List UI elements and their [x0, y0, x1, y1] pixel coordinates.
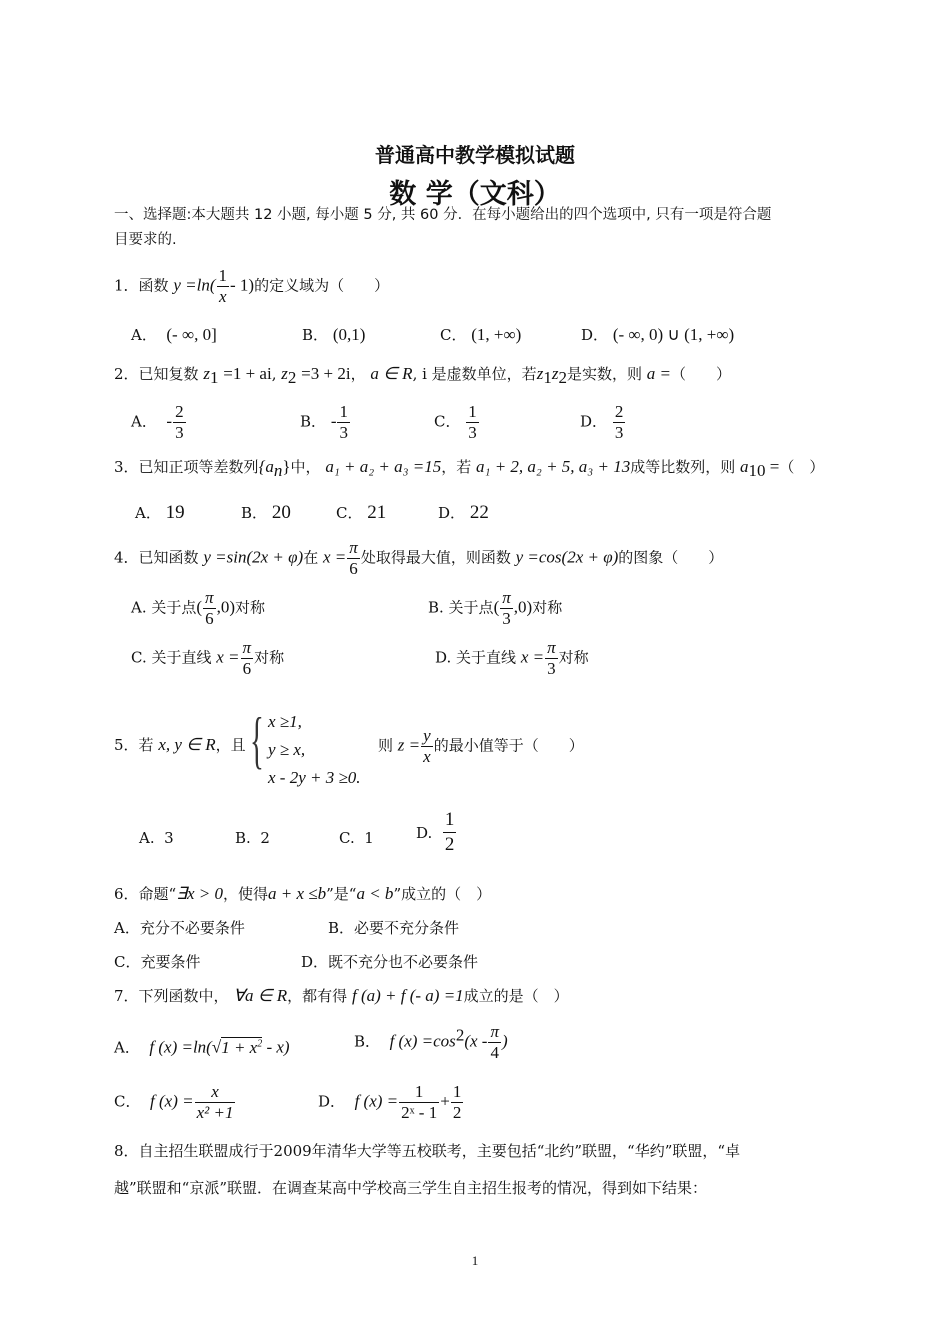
- q7-text-pre: 下列函数中，: [138, 987, 229, 1005]
- q6-option-b: B．必要不充分条件: [328, 919, 460, 937]
- q7-c-den: x² +1: [196, 1103, 234, 1122]
- q2-sep1: ,: [271, 365, 277, 383]
- q5-option-d: [416, 808, 457, 857]
- q4-option-d: [435, 638, 589, 679]
- q4-a-post: ,0): [216, 597, 235, 617]
- q2-a-label: A．: [131, 412, 157, 431]
- q4-pi-den: 6: [349, 559, 358, 578]
- q3-seq-sub: n: [273, 461, 283, 480]
- q4-c-eq: x =: [216, 647, 240, 667]
- q1-number: 1．: [114, 276, 139, 295]
- q2-b-frac: [337, 402, 350, 443]
- q5-a-label: A.: [139, 829, 155, 847]
- question-1: [114, 266, 389, 307]
- q4-a-num: π: [205, 588, 214, 607]
- q7-d-den2: 2: [452, 1103, 462, 1122]
- q2-a-eq: a =: [646, 364, 671, 383]
- q5-option-c: [339, 828, 374, 848]
- q3-text-post: 成等比数列，则: [630, 458, 736, 476]
- q7-b-label: B．: [354, 1032, 381, 1051]
- q5-d-den: 2: [444, 834, 455, 855]
- q7-d-den: 2ˣ - 1: [401, 1103, 438, 1122]
- q1-option-b: [302, 325, 365, 345]
- q7-d-num: 1: [399, 1082, 439, 1103]
- q3-a-label: A．: [135, 504, 161, 522]
- q6-option-c: C．充要条件: [114, 953, 201, 971]
- q4-pi-frac: [347, 538, 360, 579]
- q2-text-pre: 已知复数: [138, 365, 199, 383]
- page-title: 普通高中教学模拟试题: [375, 143, 575, 167]
- q1-d-label: D．: [581, 326, 609, 344]
- q7-d-plus: +: [440, 1091, 450, 1111]
- q4-b-label: B. 关于点: [428, 598, 494, 617]
- q3-a-value: 19: [165, 502, 185, 523]
- q4-c-num: π: [242, 638, 252, 657]
- q3-option-d: [438, 503, 489, 523]
- q4-a-pre: (: [196, 597, 203, 617]
- q2-d-frac: [613, 402, 626, 443]
- q5-b-value: 2: [260, 829, 270, 847]
- q4-a-tail: 对称: [235, 598, 266, 617]
- q2-prod-z2: z: [551, 364, 559, 383]
- q3-a10: a: [740, 457, 749, 476]
- q6-option-d: D．既不充分也不必要条件: [301, 953, 479, 971]
- q6-ineq2: a < b: [356, 884, 394, 903]
- q2-z2-value: =3 + 2i: [301, 364, 351, 383]
- q5-tail: [378, 726, 584, 767]
- q7-a-sup: 2: [257, 1038, 263, 1049]
- q2-prod-sub2: 2: [558, 368, 567, 387]
- q2-c-den: 3: [468, 423, 477, 442]
- q4-b-post: ,0): [513, 597, 533, 617]
- q3-option-b: [241, 503, 291, 523]
- q2-b-label: B．: [300, 412, 327, 431]
- q2-a-num: 2: [175, 402, 184, 421]
- q7-option-b: [354, 1022, 508, 1063]
- q1-c-label: C．: [440, 326, 467, 344]
- q1-text-post: 的定义域为（ ）: [254, 276, 390, 295]
- q7-a-pre: f (x) =ln(: [149, 1037, 212, 1057]
- q3-a10-sub: 10: [748, 461, 766, 480]
- q4-d-num: π: [547, 638, 556, 657]
- q3-a10-eq: =: [765, 457, 780, 476]
- q4-text-pre: 已知函数: [138, 548, 199, 567]
- q4-text-mid1: 在: [303, 548, 319, 567]
- q5-constraint-3: x - 2y + 3 ≥0.: [268, 768, 361, 787]
- q1-option-c: [440, 325, 521, 345]
- q7-a-post: - x): [262, 1037, 290, 1057]
- q2-paren: （ ）: [670, 365, 731, 383]
- q1-d-value: (- ∞, 0) ∪ (1, +∞): [612, 325, 735, 344]
- q6-text-post: ”成立的（ ）: [393, 885, 492, 903]
- q2-c-frac: [466, 402, 479, 443]
- q2-b-num: 1: [339, 402, 348, 421]
- question-8-line1: 8．自主招生联盟成行于2009年清华大学等五校联考，主要包括“北约”联盟，“华约”联盟，“卓: [114, 1142, 741, 1160]
- q5-z-den: x: [423, 747, 431, 766]
- q4-text-post: 的图象（ ）: [618, 548, 724, 567]
- q4-a-den: 6: [205, 609, 214, 628]
- q2-b-sign: -: [330, 411, 337, 431]
- q3-text-pre: 已知正项等差数列: [138, 458, 259, 476]
- q2-z1: z: [203, 364, 210, 383]
- q5-a-value: 3: [164, 829, 174, 847]
- q7-d-frac2: [451, 1082, 464, 1123]
- q1-expr-pre: y =ln(: [173, 275, 216, 295]
- q5-then: 则: [378, 736, 394, 755]
- q3-paren: （ ）: [779, 458, 825, 476]
- q7-text-mid: ，都有得: [287, 987, 348, 1005]
- q6-text-mid1: ，使得: [222, 885, 268, 903]
- q4-d-den: 3: [547, 659, 556, 678]
- q2-text-mid: , i 是虚数单位，若: [412, 365, 537, 383]
- q1-expr-post: - 1): [230, 275, 255, 295]
- q7-forall: ∀a ∈ R: [233, 986, 288, 1005]
- q3-number: 3．: [114, 458, 139, 476]
- q4-d-frac: [545, 638, 558, 679]
- q7-c-pre: f (x) =: [150, 1091, 194, 1111]
- q2-number: 2．: [114, 365, 139, 383]
- question-3: [114, 457, 824, 481]
- q2-z1-sub: 1: [209, 368, 219, 387]
- q3-sum: a₁ + a₂ + a₃ =15: [325, 457, 442, 476]
- q4-pi-num: π: [349, 538, 358, 557]
- q1-c-value: (1, +∞): [471, 325, 522, 344]
- q7-option-d: [318, 1082, 464, 1123]
- q3-d-label: D．: [438, 504, 466, 522]
- q5-z-frac: [421, 726, 433, 767]
- q1-option-d: [581, 325, 734, 345]
- q7-c-frac: [195, 1082, 236, 1123]
- q1-frac-num: 1: [218, 266, 227, 285]
- question-6: [114, 884, 491, 904]
- q2-d-den: 3: [614, 423, 624, 442]
- q6-ineq: a + x ≤b: [268, 884, 327, 903]
- q3-seq: {a: [258, 457, 274, 476]
- q6-exists: ∃x > 0: [176, 884, 223, 903]
- q4-x-eq: x =: [323, 547, 347, 567]
- section-intro-line2: 目要求的.: [114, 232, 177, 248]
- q5-brace: {: [250, 704, 264, 775]
- q3-c-label: C．: [336, 504, 363, 522]
- q7-b-pre: f (x) =cos: [389, 1031, 456, 1051]
- q7-d-frac: [399, 1082, 439, 1123]
- q3-text-mid2: ，若: [441, 458, 472, 476]
- q4-a-frac: [203, 588, 216, 629]
- q5-d-frac: [443, 808, 457, 857]
- q1-option-a: [131, 325, 217, 345]
- q3-b-value: 20: [271, 502, 291, 523]
- q6-option-a: A．充分不必要条件: [114, 919, 245, 937]
- q5-text-post: 的最小值等于（ ）: [433, 736, 584, 755]
- q7-eq: f (a) + f (- a) =1: [351, 986, 464, 1005]
- q4-d-label: D. 关于直线: [435, 648, 517, 667]
- q4-c-den: 6: [242, 659, 252, 678]
- q5-option-b: [235, 828, 270, 848]
- q2-d-num: 2: [614, 402, 624, 421]
- q5-b-label: B.: [235, 829, 251, 847]
- q7-d-num2: 1: [452, 1082, 462, 1101]
- q2-text-post: 是实数，则: [566, 365, 642, 383]
- q4-b-frac: [500, 588, 513, 629]
- q4-d-eq: x =: [520, 647, 545, 667]
- q7-c-label: C．: [114, 1092, 141, 1111]
- q4-f2: y =cos(2x + φ): [515, 547, 619, 567]
- q4-d-tail: 对称: [558, 648, 589, 667]
- q3-option-c: [336, 503, 386, 523]
- q4-option-b: [428, 588, 562, 629]
- q7-b-sup: 2: [455, 1025, 465, 1045]
- q2-b-den: 3: [339, 423, 348, 442]
- section-intro-line1: 一、选择题:本大题共 12 小题, 每小题 5 分, 共 60 分．在每小题给出的四个选项中, 只有一项是符合题: [114, 207, 772, 223]
- q4-f1: y =sin(2x + φ): [203, 547, 304, 567]
- q5-constraint-2: y ≥ x,: [268, 740, 306, 759]
- q6-number: 6．: [114, 885, 139, 903]
- q7-a-sqrt: 1 + x: [221, 1037, 258, 1057]
- q3-terms: a₁ + 2, a₂ + 5, a₃ + 13: [476, 457, 631, 476]
- q7-d-label: D．: [318, 1092, 346, 1111]
- q4-text-mid2: 处取得最大值，则函数: [360, 548, 511, 567]
- page-number: 1: [471, 1253, 479, 1268]
- q4-c-tail: 对称: [254, 648, 285, 667]
- q7-d-pre: f (x) =: [354, 1091, 399, 1111]
- q2-option-c: [434, 402, 480, 443]
- q2-z2-sub: 2: [287, 368, 297, 387]
- q7-b-frac: [488, 1022, 501, 1063]
- q3-text-mid1: 中，: [290, 458, 321, 476]
- q5-number: 5．: [114, 736, 139, 754]
- q4-b-pre: (: [493, 597, 500, 617]
- q3-b-label: B．: [241, 504, 268, 522]
- q1-frac-den: x: [218, 287, 227, 306]
- q7-a-label: A．: [114, 1038, 140, 1057]
- question-7: [114, 986, 569, 1006]
- q5-text-pre: 若: [138, 736, 154, 754]
- page-subtitle: 数 学（文科）: [389, 179, 561, 210]
- question-8-line2: 越”联盟和“京派”联盟．在调查某高中学校高三学生自主招生报考的情况，得到如下结果：: [114, 1179, 708, 1197]
- q4-c-frac: [241, 638, 254, 679]
- q7-option-a: [114, 1034, 290, 1058]
- q5-z-num: y: [423, 726, 431, 745]
- q7-c-num: x: [195, 1082, 236, 1103]
- q5-d-num: 1: [443, 808, 457, 833]
- q3-c-value: 21: [367, 502, 387, 523]
- q1-text-pre: 函数: [138, 276, 169, 295]
- question-5: [114, 735, 246, 755]
- question-4: [114, 538, 723, 579]
- q5-text-mid: ，且: [215, 736, 246, 754]
- q2-a-in-r: a ∈ R: [370, 364, 413, 383]
- q7-number: 7．: [114, 987, 139, 1005]
- q4-b-tail: 对称: [532, 598, 563, 617]
- q5-d-label: D.: [416, 823, 433, 842]
- q4-option-c: [131, 638, 284, 679]
- q6-text-pre: 命题“: [138, 885, 177, 903]
- q7-b-den: 4: [490, 1043, 499, 1062]
- q2-prod-sub1: 1: [543, 368, 552, 387]
- q5-z-eq: z =: [397, 735, 421, 755]
- q1-b-value: (0,1): [332, 325, 366, 344]
- q7-text-post: 成立的是（ ）: [463, 987, 569, 1005]
- q5-c-label: C.: [339, 829, 355, 847]
- q5-constraint-1: x ≥1,: [268, 712, 302, 731]
- q7-a-sqrt-body: [221, 1037, 262, 1057]
- q4-b-num: π: [502, 588, 511, 607]
- q7-b-num: π: [490, 1022, 499, 1041]
- q1-fraction: [217, 266, 230, 307]
- q2-c-label: C．: [434, 412, 461, 431]
- q3-d-value: 22: [469, 502, 489, 523]
- q2-z2: z: [281, 364, 288, 383]
- q2-z1-value: =1 + ai: [223, 364, 272, 383]
- q3-seq-end: }: [282, 457, 291, 476]
- q2-option-b: [300, 402, 351, 443]
- q2-sep2: ，: [350, 365, 366, 383]
- q2-a-den: 3: [175, 423, 184, 442]
- q4-b-den: 3: [502, 609, 511, 628]
- q2-prod-z1: z: [536, 364, 544, 383]
- q1-b-label: B．: [302, 326, 329, 344]
- q3-option-a: [135, 503, 185, 523]
- q6-text-mid2: ”是“: [326, 885, 357, 903]
- q4-a-label: A. 关于点: [131, 598, 197, 617]
- q7-a-sqrt-sign: √: [211, 1037, 222, 1057]
- q2-option-a: [131, 402, 187, 443]
- q2-d-label: D．: [580, 412, 608, 431]
- q7-option-c: [114, 1082, 236, 1123]
- q2-a-sign: -: [166, 411, 173, 431]
- q4-c-label: C. 关于直线: [131, 648, 212, 667]
- q7-b-mid: (x -: [464, 1031, 488, 1051]
- q5-vars: x, y ∈ R: [158, 735, 216, 754]
- q4-number: 4．: [114, 548, 139, 567]
- q1-a-label: A．: [131, 326, 157, 344]
- q7-b-post: ): [501, 1031, 508, 1051]
- question-2: [114, 364, 731, 388]
- q1-a-value: (- ∞, 0]: [166, 325, 217, 344]
- q2-option-d: [580, 402, 626, 443]
- q2-c-num: 1: [468, 402, 477, 421]
- q5-c-value: 1: [364, 829, 374, 847]
- q2-a-frac: [173, 402, 186, 443]
- q5-option-a: [139, 828, 174, 848]
- q4-option-a: [131, 588, 265, 629]
